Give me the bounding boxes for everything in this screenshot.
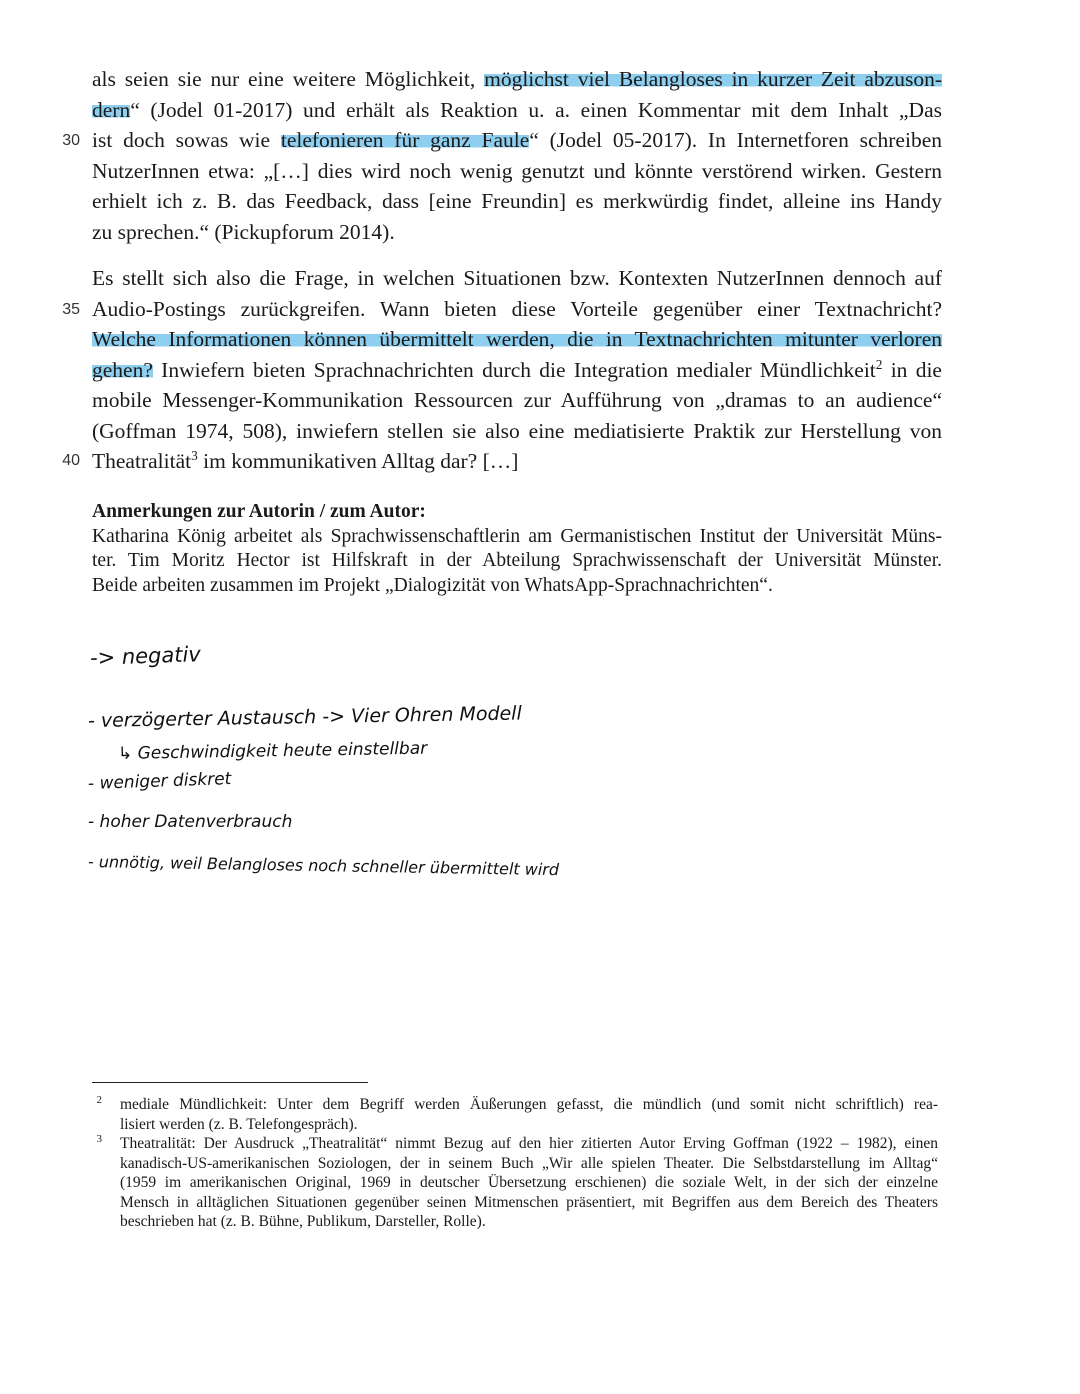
highlight: Welche Informationen können übermittelt werden, die in Textnachrichten mitunter verloren	[92, 327, 942, 351]
handwritten-item: - verzögerter Austausch -> Vier Ohren Modell	[87, 702, 522, 732]
line-number-35: 35	[62, 301, 80, 318]
text-line: Beide arbeiten zusammen im Projekt „Dialogizität von WhatsApp-Sprachnachrichten“.	[92, 574, 773, 596]
text-line: zu sprechen.“ (Pickupforum 2014).	[92, 219, 395, 244]
footnote-separator	[92, 1082, 368, 1083]
highlight: dern	[92, 97, 131, 122]
footnote-ref-3: 3	[191, 447, 198, 463]
footnote-number-3: 3	[96, 1133, 102, 1145]
footnote-2	[120, 1095, 938, 1134]
text-line: Mensch in alltäglichen Situationen gegenüber seinen Mitmenschen präsentiert, mit Begriffen aus dem Bereich des Theaters	[120, 1193, 938, 1211]
text-line: (1959 im amerikanischen Original, 1969 in deutscher Übersetzung erschienen) die soziale Welt, in der sich der einzelne	[120, 1174, 938, 1191]
footnote-ref-2: 2	[875, 356, 883, 372]
text-line: Katharina König arbeitet als Sprachwissenschaftlerin am Germanistischen Institut der Universität Müns-	[92, 525, 942, 547]
highlight: gehen?	[92, 357, 153, 382]
highlight: möglichst viel Belangloses in kurzer Zeit abzuson-	[484, 67, 942, 91]
text-line: dern“ (Jodel 01-2017) und erhält als Reaktion u. a. einen Kommentar mit dem Inhalt „Das	[92, 97, 942, 122]
text-line: ter. Tim Moritz Hector ist Hilfskraft in der Abteilung Sprachwissenschaft der Universität Münster.	[92, 550, 942, 571]
text-line: mobile Messenger-Kommunikation Ressourcen zur Aufführung von „dramas to an audience“	[92, 388, 942, 412]
line-number-30: 30	[62, 132, 80, 149]
handwritten-item: - unnötig, weil Belangloses noch schneller übermittelt wird	[87, 852, 560, 880]
paragraph-1	[92, 64, 942, 247]
text-line: Theatralität$^3$ im kommunikativen Alltag dar? […]	[92, 447, 519, 473]
text-line: kanadisch-US-amerikanischen Soziologen, der in seinem Buch „Wir alle spielen Theater. Die Selbstdarstellung im Alltag“	[120, 1154, 938, 1172]
footnote-number-2: 2	[96, 1094, 102, 1106]
handwritten-subitem: ↳ Geschwindigkeit heute einstellbar	[117, 738, 428, 764]
text-line: gehen? Inwiefern bieten Sprachnachrichten durch die Integration medialer Mündlichkeit$^2$ in die	[92, 356, 942, 382]
author-notes-title: Anmerkungen zur Autorin / zum Autor:	[92, 501, 426, 522]
handwritten-heading: -> negativ	[89, 642, 202, 670]
text-line: beschrieben hat (z. B. Bühne, Publikum, Darsteller, Rolle).	[120, 1213, 486, 1230]
text-line: mediale Mündlichkeit: Unter dem Begriff werden Äußerungen gefasst, die mündlich (und somit nicht schriftlich) rea-	[120, 1096, 938, 1113]
text-line: lisiert werden (z. B. Telefongespräch).	[120, 1115, 358, 1133]
handwritten-item: - hoher Datenverbrauch	[88, 812, 293, 832]
paragraph-2	[92, 263, 942, 477]
text-line: Audio-Postings zurückgreifen. Wann bieten diese Vorteile gegenüber einer Textnachricht?	[92, 296, 942, 321]
handwritten-item: - weniger diskret	[87, 769, 232, 794]
text-line: NutzerInnen etwa: „[…] dies wird noch wenig genutzt und könnte verstörend wirken. Gestern	[92, 158, 942, 183]
text-line: als seien sie nur eine weitere Möglichkeit, möglichst viel Belangloses in kurzer Zeit abzuson-	[92, 67, 942, 91]
text-line: erhielt ich z. B. das Feedback, dass [eine Freundin] es merkwürdig findet, alleine ins Handy	[92, 189, 942, 213]
text-line	[92, 324, 942, 355]
text-line: (Goffman 1974, 508), inwiefern stellen sie also eine mediatisierte Praktik zur Herstellung von	[92, 418, 942, 443]
author-notes	[92, 500, 942, 598]
footnote-3	[120, 1134, 938, 1232]
text-line: Theatralität: Der Ausdruck „Theatralität“ nimmt Bezug auf den hier zitierten Autor Erving Goffman (1922 – 1982), einen	[120, 1135, 938, 1152]
highlight: telefonieren für ganz Faule	[280, 128, 530, 152]
line-number-40: 40	[62, 452, 80, 469]
text-line: Es stellt sich also die Frage, in welchen Situationen bzw. Kontexten NutzerInnen dennoch auf	[92, 266, 942, 290]
text-line: ist doch sowas wie telefonieren für ganz Faule“ (Jodel 05-2017). In Internetforen schreiben	[92, 128, 942, 152]
